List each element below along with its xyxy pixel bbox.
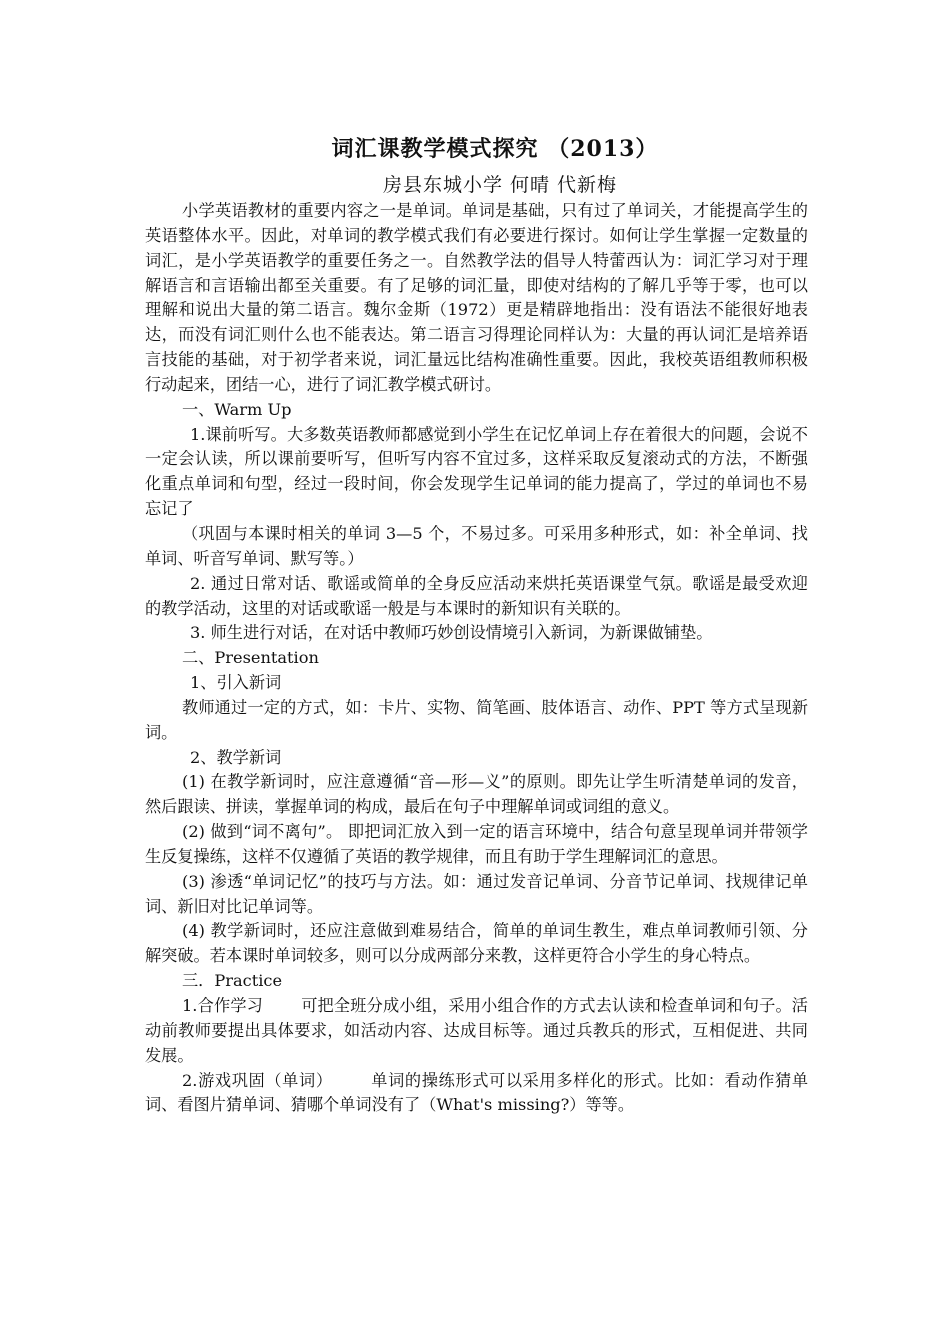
label-cooperative-learning: 1.合作学习 <box>182 996 264 1015</box>
subheading-introduce-words: 1、引入新词 <box>190 673 282 693</box>
paragraph-point-2: (2) 做到“词不离句”。 即把词汇放入到一定的语言环境中，结合句意呈现单词并带领学生反复操练，这样不仅遵循了英语的教学规律，而且有助于学生理解词汇的意思。 <box>145 822 808 866</box>
section-heading-presentation: 二、Presentation <box>182 648 319 668</box>
paragraph-game-review <box>145 1069 808 1119</box>
paragraph-atmosphere: 2. 通过日常对话、歌谣或简单的全身反应活动来烘托英语课堂气氛。歌谣是最受欢迎的教学活动，这里的对话或歌谣一般是与本课时的新知识有关联的。 <box>145 573 808 618</box>
text-cooperative-learning: 可把全班分成小组，采用小组合作的方式去认读和检查单词和句子。活动前教师要提出具体要求，如活动内容、达成目标等。通过兵教兵的形式，互相促进、共同发展。 <box>145 996 808 1065</box>
document-byline: 房县东城小学 何晴 代新梅 <box>382 174 618 196</box>
section-heading-practice: 三．Practice <box>182 971 283 991</box>
label-game-review: 2.游戏巩固（单词） <box>182 1070 333 1090</box>
paragraph-point-3: (3) 渗透“单词记忆”的技巧与方法。如：通过发音记单词、分音节记单词、找规律记单词、新旧对比记单词等。 <box>145 871 808 916</box>
paragraph-dictation-note: （巩固与本课时相关的单词 3—5 个，不易过多。可采用多种形式，如：补全单词、找单词、听音写单词、默写等。） <box>145 523 808 568</box>
section-heading-warm-up: 一、Warm Up <box>182 399 292 419</box>
paragraph-cooperative-learning <box>145 994 808 1069</box>
paragraph-introduce-methods: 教师通过一定的方式，如：卡片、实物、简笔画、肢体语言、动作、PPT 等方式呈现新词。 <box>145 697 808 742</box>
paragraph-intro: 小学英语教材的重要内容之一是单词。单词是基础，只有过了单词关，才能提高学生的英语整体水平。因此，对单词的教学模式我们有必要进行探讨。如何让学生掌握一定数量的词汇，是小学英语教学的重要任务之一。自然教学法的倡导人特蕾西认为：词汇学习对于理解语言和言语输出都至关重要。有了足够的词汇量，即使对结构的了解几乎等于零，也可以理解和说出大量的第二语言。魏尔金斯（1972）更是精辟地指出：没有语法不能很好地表达，而没有词汇则什么也不能表达。第二语言习得理论同样认为：大量的再认词汇是培养语言技能的基础，对于初学者来说，词汇量远比结构准确性重要。因此，我校英语组教师积极行动起来，团结一心，进行了词汇教学模式研讨。 <box>145 201 808 394</box>
paragraph-dialogue: 3. 师生进行对话，在对话中教师巧妙创设情境引入新词，为新课做铺垫。 <box>190 623 713 643</box>
document-body <box>145 199 808 1118</box>
paragraph-dictation: 1.课前听写。大多数英语教师都感觉到小学生在记忆单词上存在着很大的问题，会说不一定会认读，所以课前要听写，但听写内容不宜过多，这样采取反复滚动式的方法，不断强化重点单词和句型，经过一段时间，你会发现学生记单词的能力提高了，学过的单词也不易忘记了 <box>145 424 808 519</box>
paragraph-point-4: (4) 教学新词时，还应注意做到难易结合，简单的单词生教生，难点单词教师引领、分解突破。若本课时单词较多，则可以分成两部分来教，这样更符合小学生的身心特点。 <box>145 921 808 966</box>
document-title: 词汇课教学模式探究 （2013） <box>331 136 659 162</box>
subheading-teach-words: 2、教学新词 <box>190 747 282 767</box>
text-game-review: 单词的操练形式可以采用多样化的形式。比如：看动作猜单词、看图片猜单词、猜哪个单词没有了（What's missing?）等等。 <box>145 1070 808 1115</box>
paragraph-point-1: (1) 在教学新词时，应注意遵循“音—形—义”的原则。即先让学生听清楚单词的发音，然后跟读、拼读，掌握单词的构成，最后在句子中理解单词或词组的意义。 <box>145 772 808 817</box>
